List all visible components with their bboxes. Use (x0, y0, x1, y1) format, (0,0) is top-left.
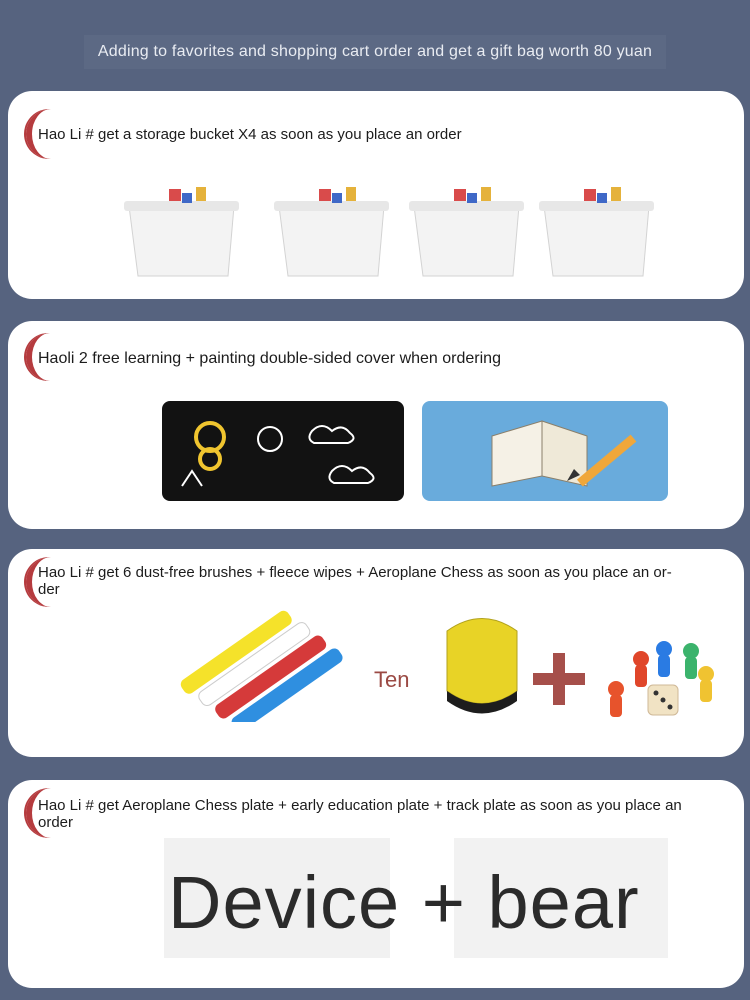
separator-word: Ten (374, 667, 410, 692)
eraser-icon (432, 611, 532, 721)
card-title: Hao Li # get Aeroplane Chess plate + early education plate + track plate as soon as you place an order (38, 797, 682, 831)
gift-card-brushes (8, 549, 744, 757)
chess-pieces-icon (596, 619, 726, 729)
storage-bucket (124, 187, 239, 276)
card-title: Hao Li # get 6 dust-free brushes + fleece wipes + Aeroplane Chess as soon as you place an or- der (38, 564, 672, 598)
storage-bucket-icon (124, 181, 664, 286)
storage-bucket (409, 187, 524, 276)
card-title: Haoli 2 free learning + painting double-sided cover when ordering (38, 350, 501, 367)
card-title: Hao Li # get a storage bucket X4 as soon as you place an order (38, 126, 462, 143)
plus-icon (533, 653, 585, 705)
gift-card-cover (8, 321, 744, 529)
chalk-icon (166, 607, 376, 722)
book-pencil-icon (422, 401, 668, 501)
promo-banner (0, 30, 750, 74)
storage-bucket (274, 187, 389, 276)
chalkboard-cover-icon (162, 401, 404, 501)
gift-card-buckets (8, 91, 744, 299)
device-bear-text: Device + bear (168, 861, 640, 944)
promo-banner-text: Adding to favorites and shopping cart order and get a gift bag worth 80 yuan (84, 35, 666, 69)
storage-bucket (539, 187, 654, 276)
